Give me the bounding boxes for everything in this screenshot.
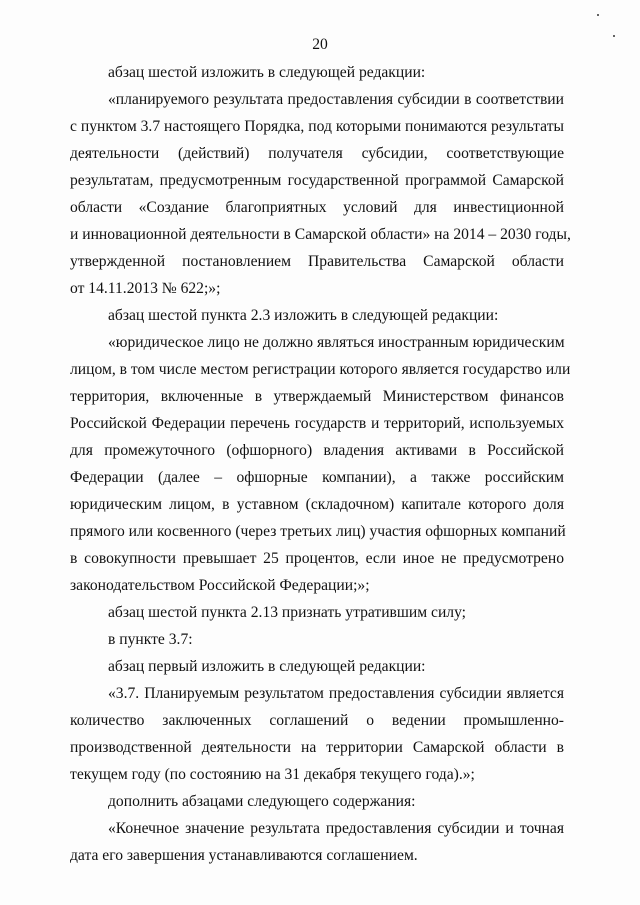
paragraph-line: абзац шестой пункта 2.13 признать утратившим силу; — [108, 604, 467, 621]
paragraph-line: территория, включенные в утверждаемый Министерством финансов — [70, 388, 564, 405]
paragraph-line: абзац шестой пункта 2.3 изложить в следующей редакции: — [108, 307, 499, 324]
paragraph-line: лицом, в том числе местом регистрации которого является государство или — [70, 361, 571, 378]
paragraph-line: производственной деятельности на территории Самарской области в — [70, 739, 564, 756]
paragraph-line: «планируемого результата предоставления субсидии в соответствии — [108, 91, 564, 108]
paragraph-line: деятельности (действий) получателя субсидии, соответствующие — [70, 145, 564, 162]
paragraph-line: дата его завершения устанавливаются соглашением. — [70, 847, 418, 864]
paragraph-line: для промежуточного (офшорного) владения активами в Российской — [70, 442, 564, 459]
paragraph-line: юридическим лицом, в уставном (складочном) капитале которого доля — [70, 496, 564, 513]
paragraph-line: абзац шестой изложить в следующей редакции: — [108, 64, 426, 81]
scan-speck — [613, 35, 615, 37]
paragraph-line: области «Создание благоприятных условий для инвестиционной — [70, 199, 564, 216]
paragraph-line: Российской Федерации перечень государств и территорий, используемых — [70, 415, 564, 432]
paragraph-line: «Конечное значение результата предоставления субсидии и точная — [108, 820, 564, 837]
paragraph-line: дополнить абзацами следующего содержания: — [108, 793, 416, 810]
paragraph-line: утвержденной постановлением Правительства Самарской области — [70, 253, 564, 270]
paragraph-line: количество заключенных соглашений о ведении промышленно- — [70, 712, 564, 729]
page-number: 20 — [312, 36, 328, 53]
paragraph-line: от 14.11.2013 № 622;»; — [70, 280, 221, 297]
paragraph-line: и инновационной деятельности в Самарской области» на 2014 – 2030 годы, — [70, 226, 571, 243]
scan-speck — [597, 14, 599, 16]
paragraph-line: в пункте 3.7: — [108, 631, 193, 648]
paragraph-line: «юридическое лицо не должно являться иностранным юридическим — [108, 334, 565, 351]
paragraph-line: текущем году (по состоянию на 31 декабря текущего года).»; — [70, 766, 475, 783]
paragraph-line: абзац первый изложить в следующей редакции: — [108, 658, 426, 675]
paragraph-line: Федерации (далее – офшорные компании), а также российским — [70, 469, 564, 486]
paragraph-line: результатам, предусмотренным государственной программой Самарской — [70, 172, 564, 189]
paragraph-line: прямого или косвенного (через третьих лиц) участия офшорных компаний — [70, 523, 566, 540]
paragraph-line: с пунктом 3.7 настоящего Порядка, под которыми понимаются результаты — [70, 118, 564, 135]
paragraph-line: «3.7. Планируемым результатом предоставления субсидии является — [108, 685, 564, 702]
paragraph-line: законодательством Российской Федерации;»; — [70, 577, 370, 594]
paragraph-line: в совокупности превышает 25 процентов, если иное не предусмотрено — [70, 550, 564, 567]
